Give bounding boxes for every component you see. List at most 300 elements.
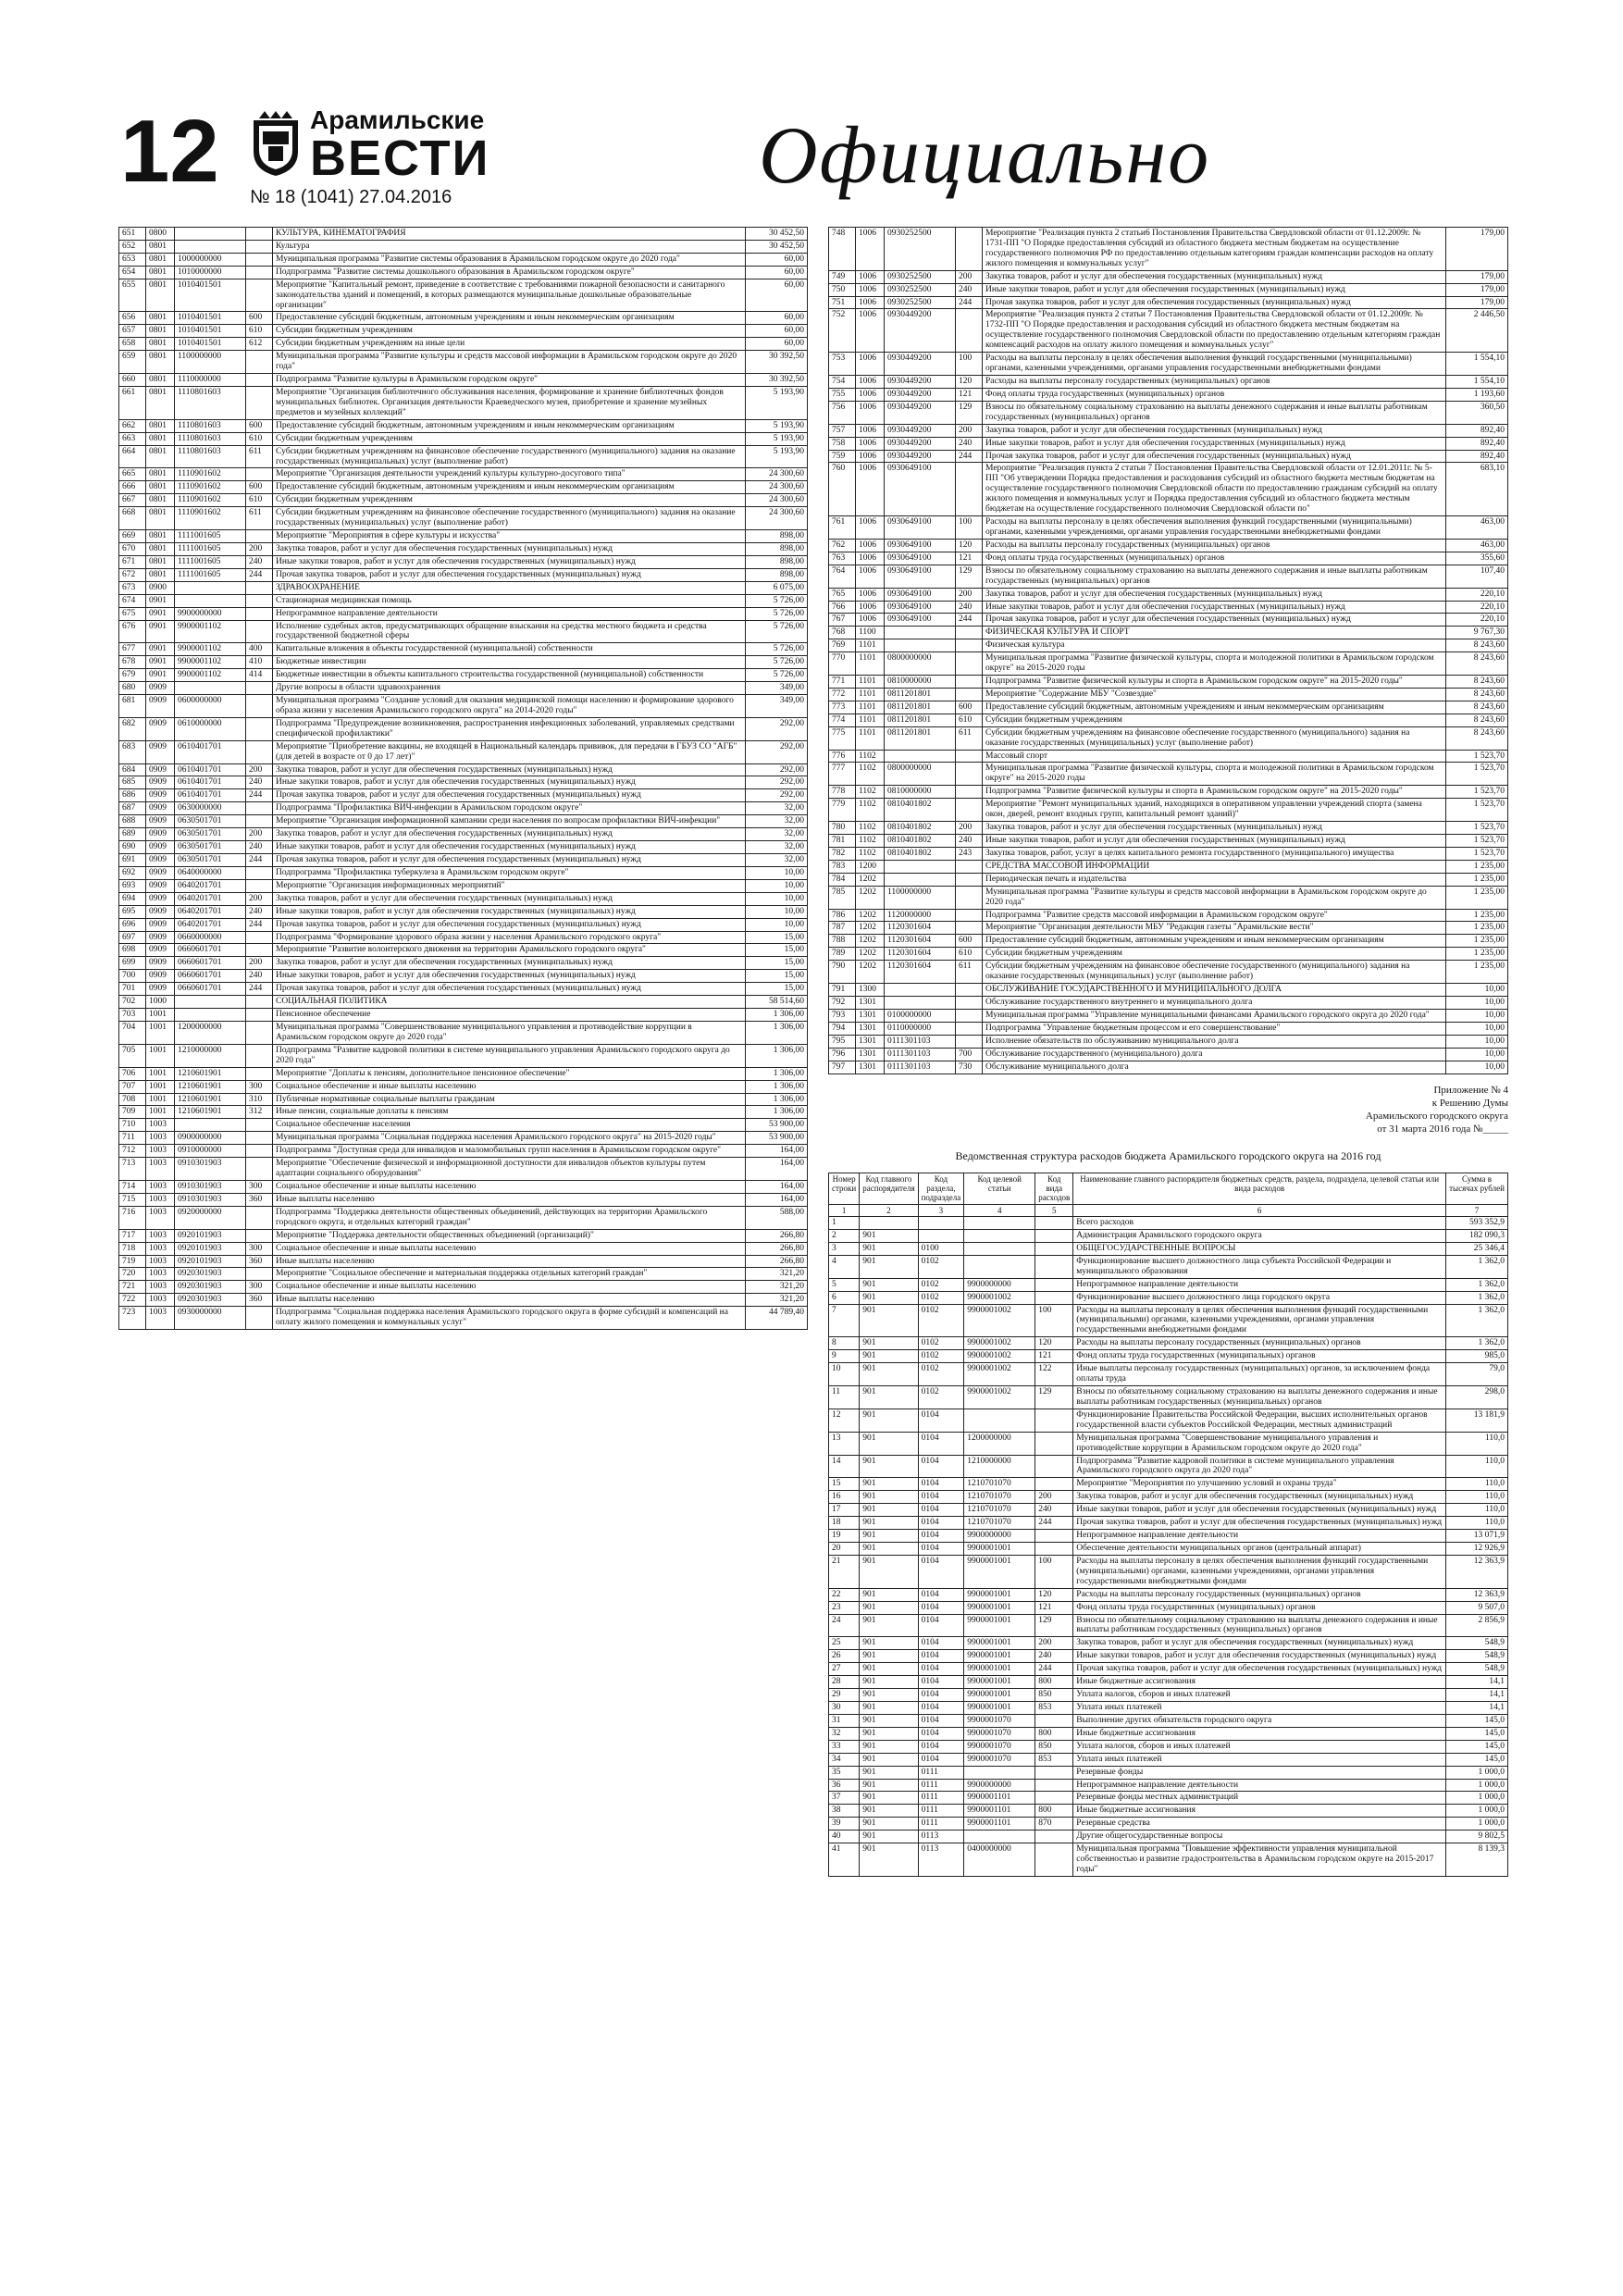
cell-sum: 1 235,00 [1446, 948, 1508, 961]
cell-sum: 548,9 [1446, 1650, 1508, 1663]
cell-no: 40 [829, 1831, 860, 1843]
cell-name: Подпрограмма "Развитие физической культуры и спорта в Арамильском городском округе" на 2015-2020 годы" [983, 676, 1446, 689]
cell-art: 1110901602 [175, 507, 246, 530]
cell-name: Закупка товаров, работ, услуг в целях капитального ремонта государственного (муниципального) имущества [983, 847, 1446, 860]
cell-name: Иные бюджетные ассигнования [1073, 1727, 1446, 1740]
cell-name: Подпрограмма "Развитие кадровой политики в системе муниципального управления Арамильского городского округа до 2020 года" [273, 1044, 746, 1067]
cell-sec: 1003 [146, 1294, 175, 1307]
cell-sec: 1003 [146, 1193, 175, 1206]
cell-no: 717 [119, 1229, 146, 1242]
cell-gr: 901 [860, 1588, 918, 1601]
cell-art: 1110801603 [175, 445, 246, 468]
cell-no: 709 [119, 1106, 146, 1119]
cell-typ [956, 1035, 983, 1048]
cell-sum: 5 726,00 [746, 607, 808, 620]
cell-sec: 1202 [856, 909, 885, 922]
cell-name: Прочая закупка товаров, работ и услуг для обеспечения государственных (муниципальных) нужд [1073, 1517, 1446, 1530]
cell-typ [246, 620, 273, 643]
cell-no: 675 [119, 607, 146, 620]
cell-sec: 0104 [918, 1588, 964, 1601]
cell-art: 0930649100 [885, 516, 956, 540]
cell-no: 26 [829, 1650, 860, 1663]
cell-name: Подпрограмма "Развитие системы дошкольного образования в Арамильском городском округе" [273, 266, 746, 279]
cell-sum: 110,0 [1446, 1455, 1508, 1478]
cell-sec: 0801 [146, 312, 175, 325]
cell-art: 0810000000 [885, 786, 956, 799]
cell-typ [246, 815, 273, 828]
newspaper-name-top: Арамильские [310, 105, 485, 134]
table-row [829, 1727, 1508, 1740]
cell-name: Подпрограмма "Развитие кадровой политики в системе муниципального управления Арамильского городского округа до 2020 года" [1073, 1455, 1446, 1478]
table-row [119, 351, 808, 374]
cell-sum: 1 235,00 [1446, 873, 1508, 886]
cell-no: 8 [829, 1337, 860, 1350]
cell-art: 1111001605 [175, 530, 246, 543]
cell-name: Закупка товаров, работ и услуг для обеспечения государственных (муниципальных) нужд [1073, 1637, 1446, 1650]
table-row [119, 669, 808, 682]
cell-no: 706 [119, 1067, 146, 1080]
cell-typ: 200 [956, 270, 983, 283]
cell-art: 1210000000 [175, 1044, 246, 1067]
cell-name: Другие вопросы в области здравоохранения [273, 682, 746, 695]
cell-name: Закупка товаров, работ и услуг для обеспечения государственных (муниципальных) нужд [273, 957, 746, 970]
cell-art: 1120301604 [885, 935, 956, 948]
cell-name: ОБСЛУЖИВАНИЕ ГОСУДАРСТВЕННОГО И МУНИЦИПАЛЬНОГО ДОЛГА [983, 984, 1446, 997]
cell-sec: 1202 [856, 961, 885, 984]
table-row [829, 463, 1508, 516]
cell-no: 658 [119, 338, 146, 351]
cell-name: Выполнение других обязательств городского округа [1073, 1714, 1446, 1727]
cell-no: 698 [119, 944, 146, 957]
cell-sum: 321,20 [746, 1281, 808, 1294]
cell-sec: 1000 [146, 996, 175, 1009]
cell-typ: 244 [1035, 1663, 1073, 1676]
cell-no: 699 [119, 957, 146, 970]
cell-sec: 1006 [856, 283, 885, 296]
cell-sec: 0104 [918, 1689, 964, 1702]
cell-gr: 901 [860, 1740, 918, 1753]
cell-name: Расходы на выплаты персоналу государственных (муниципальных) органов [1073, 1588, 1446, 1601]
cell-sum: 220,10 [1446, 614, 1508, 627]
header-number: 5 [1035, 1204, 1073, 1216]
cell-name: Расходы на выплаты персоналу государственных (муниципальных) органов [983, 539, 1446, 552]
cell-art [175, 240, 246, 253]
cell-no: 696 [119, 918, 146, 931]
cell-sum: 24 300,60 [746, 507, 808, 530]
cell-no: 674 [119, 594, 146, 607]
cell-name: Мероприятие "Содержание МБУ "Созвездие" [983, 688, 1446, 701]
table-row [119, 240, 808, 253]
cell-name: Подпрограмма "Профилактика ВИЧ-инфекции в Арамильском городском округе" [273, 802, 746, 815]
cell-art: 9900001002 [964, 1291, 1035, 1304]
cell-sec: 1006 [856, 388, 885, 401]
cell-name: Расходы на выплаты персоналу в целях обеспечения выполнения функций государственными (муниципальными) органами, казенными учреждениями, органами управления государственными внебюджетными фондами [983, 516, 1446, 540]
cell-typ [246, 228, 273, 241]
cell-typ [956, 873, 983, 886]
cell-no: 27 [829, 1663, 860, 1676]
cell-gr: 901 [860, 1614, 918, 1637]
cell-no: 751 [829, 296, 856, 309]
cell-typ: 244 [246, 983, 273, 996]
cell-typ [246, 1009, 273, 1022]
cell-typ: 600 [956, 935, 983, 948]
table-row [119, 1009, 808, 1022]
cell-no: 25 [829, 1637, 860, 1650]
table-row [829, 601, 1508, 614]
cell-no: 22 [829, 1588, 860, 1601]
table-row [119, 695, 808, 718]
cell-sum: 30 392,50 [746, 374, 808, 387]
table-row [119, 312, 808, 325]
cell-name: Публичные нормативные социальные выплаты гражданам [273, 1093, 746, 1106]
table-row [119, 581, 808, 594]
header-number: 6 [1073, 1204, 1446, 1216]
table-row [119, 656, 808, 669]
cell-sum: 2 856,9 [1446, 1614, 1508, 1637]
cell-no: 676 [119, 620, 146, 643]
cell-typ: 730 [956, 1061, 983, 1074]
cell-gr: 901 [860, 1409, 918, 1432]
cell-sec: 0909 [146, 695, 175, 718]
cell-art: 0610000000 [175, 717, 246, 740]
cell-name: Уплата иных платежей [1073, 1701, 1446, 1714]
cell-gr: 901 [860, 1291, 918, 1304]
table-row [119, 841, 808, 854]
cell-sum: 15,00 [746, 944, 808, 957]
cell-art: 1210601901 [175, 1080, 246, 1093]
cell-sum: 463,00 [1446, 539, 1508, 552]
table-row [119, 279, 808, 312]
cell-art [964, 1217, 1035, 1230]
cell-sec: 1101 [856, 688, 885, 701]
cell-gr: 901 [860, 1805, 918, 1818]
cell-name: Подпрограмма "Профилактика туберкулеза в Арамильском городском округе" [273, 866, 746, 879]
cell-name: Муниципальная программа "Создание условий для оказания медицинской помощи населению и формирование здорового образа жизни у населения Арамильского городского округа" на 2014-2020 годы" [273, 695, 746, 718]
cell-art: 0811201801 [885, 701, 956, 714]
structure-table-numbers [829, 1204, 1508, 1216]
table-row [829, 1009, 1508, 1022]
cell-no: 711 [119, 1132, 146, 1145]
cell-art [175, 594, 246, 607]
cell-typ: 853 [1035, 1753, 1073, 1766]
cell-art: 0930449200 [885, 309, 956, 353]
cell-typ [1035, 1278, 1073, 1291]
table-row [829, 1542, 1508, 1555]
cell-name: Мероприятие "Реализация пункта 2 статьи6 Постановления Правительства Свердловской области от 01.12.2009г. № 1731-ПП "О Порядке предоставления субсидий из областного бюджета местным бюджетам на осуществление государственного полномочия РФ по предоставлению отдельным категориям граждан компенсации расходов на оплату жилого помещения и коммунальных услуг" [983, 228, 1446, 271]
cell-name: Непрограммное направление деятельности [1073, 1530, 1446, 1543]
cell-sec: 0104 [918, 1676, 964, 1689]
cell-typ [1035, 1217, 1073, 1230]
cell-typ: 121 [956, 388, 983, 401]
cell-sec: 1006 [856, 565, 885, 588]
cell-sum: 8 243,60 [1446, 714, 1508, 726]
cell-sum: 44 789,40 [746, 1307, 808, 1330]
cell-no: 710 [119, 1119, 146, 1132]
cell-typ [246, 468, 273, 481]
cell-typ [246, 1229, 273, 1242]
cell-sec: 1202 [856, 922, 885, 935]
cell-typ: 600 [956, 701, 983, 714]
cell-typ: 121 [1035, 1601, 1073, 1614]
cell-typ: 610 [956, 714, 983, 726]
cell-art: 1200000000 [964, 1432, 1035, 1455]
cell-name: Обслуживание государственного (муниципального) долга [983, 1048, 1446, 1061]
cell-sec: 0104 [918, 1517, 964, 1530]
cell-typ: 300 [246, 1180, 273, 1193]
cell-sum: 164,00 [746, 1193, 808, 1206]
cell-sec: 0104 [918, 1740, 964, 1753]
cell-gr: 901 [860, 1278, 918, 1291]
cell-name: Иные закупки товаров, работ и услуг для обеспечения государственных (муниципальных) нужд [1073, 1650, 1446, 1663]
cell-no: 671 [119, 555, 146, 568]
cell-sum: 30 392,50 [746, 351, 808, 374]
cell-art [885, 997, 956, 1010]
cell-name: Муниципальная программа "Социальная поддержка населения Арамильского городского округа" на 2015-2020 годы" [273, 1132, 746, 1145]
cell-typ: 800 [1035, 1727, 1073, 1740]
cell-no: 1 [829, 1217, 860, 1230]
table-row [829, 822, 1508, 835]
cell-no: 775 [829, 726, 856, 750]
cell-no: 758 [829, 437, 856, 450]
cell-no: 765 [829, 588, 856, 601]
cell-typ: 244 [956, 450, 983, 463]
table-row [829, 688, 1508, 701]
cell-sec: 1301 [856, 1061, 885, 1074]
table-row [829, 1278, 1508, 1291]
cell-sec: 0104 [918, 1614, 964, 1637]
cell-art: 0630501701 [175, 841, 246, 854]
cell-art: 0610401701 [175, 776, 246, 789]
cell-name: Иные бюджетные ассигнования [1073, 1676, 1446, 1689]
cell-name: Субсидии бюджетным учреждениям на финансовое обеспечение государственного (муниципального) задания на оказание государственных (муниципальных) услуг (выполнение работ) [983, 961, 1446, 984]
cell-no: 3 [829, 1242, 860, 1255]
cell-sum: 8 243,60 [1446, 676, 1508, 689]
cell-art [175, 1009, 246, 1022]
cell-typ [956, 1009, 983, 1022]
table-row [829, 614, 1508, 627]
cell-no: 664 [119, 445, 146, 468]
cell-gr: 901 [860, 1363, 918, 1386]
cell-sum: 164,00 [746, 1145, 808, 1158]
cell-sec: 0801 [146, 481, 175, 494]
cell-name: Взносы по обязательному социальному страхованию на выплаты денежного содержания и иные выплаты работникам государственных (муниципальных) органов [1073, 1386, 1446, 1409]
cell-typ [246, 682, 273, 695]
cell-art: 1100000000 [885, 886, 956, 909]
cell-sec: 1006 [856, 375, 885, 388]
cell-no: 693 [119, 879, 146, 892]
cell-typ: 700 [956, 1048, 983, 1061]
cell-sum: 266,80 [746, 1255, 808, 1268]
cell-art: 0930649100 [885, 463, 956, 516]
cell-no: 665 [119, 468, 146, 481]
cell-no: 34 [829, 1753, 860, 1766]
table-row [119, 507, 808, 530]
masthead [120, 100, 1536, 239]
cell-sum: 164,00 [746, 1158, 808, 1181]
cell-typ: 414 [246, 669, 273, 682]
cell-sum: 110,0 [1446, 1504, 1508, 1517]
cell-name: Социальное обеспечение и иные выплаты населению [273, 1080, 746, 1093]
table-row [829, 1455, 1508, 1478]
cell-sec: 0102 [918, 1291, 964, 1304]
cell-gr: 901 [860, 1542, 918, 1555]
cell-name: Субсидии бюджетным учреждениям на финансовое обеспечение государственного (муниципального) задания на оказание государственных (муниципальных) услуг (выполнение работ) [273, 507, 746, 530]
cell-sec: 1003 [146, 1281, 175, 1294]
right-column [828, 227, 1508, 1877]
cell-name: Фонд оплаты труда государственных (муниципальных) органов [983, 552, 1446, 565]
cell-sum: 1 000,0 [1446, 1805, 1508, 1818]
cell-art: 0660601701 [175, 957, 246, 970]
table-row [829, 763, 1508, 786]
cell-art: 9900001001 [964, 1689, 1035, 1702]
cell-no: 667 [119, 494, 146, 507]
cell-no: 707 [119, 1080, 146, 1093]
cell-no: 792 [829, 997, 856, 1010]
cell-name: Функционирование высшего должностного лица субъекта Российской Федерации и муниципального образования [1073, 1255, 1446, 1278]
cell-art: 0920101903 [175, 1229, 246, 1242]
cell-typ: 410 [246, 656, 273, 669]
cell-name: Иные закупки товаров, работ и услуг для обеспечения государственных (муниципальных) нужд [273, 555, 746, 568]
cell-sec: 0102 [918, 1304, 964, 1337]
cell-sec: 0801 [146, 568, 175, 581]
cell-name: Прочая закупка товаров, работ и услуг для обеспечения государственных (муниципальных) нужд [273, 983, 746, 996]
cell-art: 0930252500 [885, 296, 956, 309]
cell-sec: 0113 [918, 1831, 964, 1843]
cell-sec: 1006 [856, 437, 885, 450]
table-row [119, 931, 808, 944]
cell-typ [956, 750, 983, 763]
cell-typ [1035, 1779, 1073, 1792]
table-row [119, 740, 808, 763]
cell-typ: 300 [246, 1281, 273, 1294]
cell-sum: 292,00 [746, 717, 808, 740]
cell-art [964, 1242, 1035, 1255]
cell-art: 0660601701 [175, 970, 246, 983]
cell-typ: 850 [1035, 1740, 1073, 1753]
cell-sec: 1102 [856, 750, 885, 763]
cell-sum: 8 243,60 [1446, 701, 1508, 714]
cell-art: 9900000000 [964, 1278, 1035, 1291]
cell-name: Резервные средства [1073, 1818, 1446, 1831]
cell-name: Муниципальная программа "Развитие культуры и средств массовой информации в Арамильском городском округе до 2020 года" [273, 351, 746, 374]
cell-art: 9900001102 [175, 656, 246, 669]
cell-sum: 1 000,0 [1446, 1792, 1508, 1805]
table-row [119, 594, 808, 607]
cell-art: 9900001070 [964, 1753, 1035, 1766]
cell-art: 0111301103 [885, 1035, 956, 1048]
cell-art [885, 860, 956, 873]
table-row [829, 948, 1508, 961]
cell-sum: 30 452,50 [746, 228, 808, 241]
cell-sec: 0801 [146, 325, 175, 338]
cell-name: Периодическая печать и издательства [983, 873, 1446, 886]
cell-art: 1000000000 [175, 253, 246, 266]
cell-name: Предоставление субсидий бюджетным, автономным учреждениям и иным некоммерческим организациям [273, 419, 746, 432]
cell-name: Резервные фонды [1073, 1766, 1446, 1779]
cell-typ: 600 [246, 419, 273, 432]
cell-sum: 1 523,70 [1446, 835, 1508, 848]
table-row [829, 1242, 1508, 1255]
cell-typ: 600 [246, 312, 273, 325]
cell-art: 1110801603 [175, 432, 246, 445]
table-row [119, 1229, 808, 1242]
table-row [829, 860, 1508, 873]
cell-sum: 15,00 [746, 983, 808, 996]
cell-sec: 1003 [146, 1206, 175, 1229]
cell-no: 791 [829, 984, 856, 997]
cell-art: 1010000000 [175, 266, 246, 279]
cell-sum: 9 802,5 [1446, 1831, 1508, 1843]
cell-sum: 15,00 [746, 957, 808, 970]
structure-table-header [829, 1173, 1508, 1204]
cell-name: Подпрограмма "Предупреждение возникновения, распространения инфекционных заболеваний, управляемых средствами специфической профилактики" [273, 717, 746, 740]
cell-no: 789 [829, 948, 856, 961]
cell-typ: 129 [1035, 1386, 1073, 1409]
cell-sum: 349,00 [746, 682, 808, 695]
cell-sum: 1 000,0 [1446, 1779, 1508, 1792]
cell-sum: 5 726,00 [746, 669, 808, 682]
table-row [829, 1689, 1508, 1702]
cell-sum: 292,00 [746, 740, 808, 763]
cell-sec: 0104 [918, 1650, 964, 1663]
cell-name: Расходы на выплаты персоналу в целях обеспечения выполнения функций государственными (муниципальными) органами, казенными учреждениями, органами управления государственными внебюджетными фондами [1073, 1304, 1446, 1337]
cell-sum: 60,00 [746, 253, 808, 266]
cell-sum: 1 523,70 [1446, 763, 1508, 786]
cell-no: 703 [119, 1009, 146, 1022]
cell-name: ФИЗИЧЕСКАЯ КУЛЬТУРА И СПОРТ [983, 627, 1446, 639]
cell-sec: 1006 [856, 309, 885, 353]
table-row [119, 815, 808, 828]
cell-typ: 100 [1035, 1555, 1073, 1588]
cell-no: 655 [119, 279, 146, 312]
cell-sum: 10,00 [746, 866, 808, 879]
table-row [829, 1022, 1508, 1035]
cell-typ: 200 [246, 828, 273, 841]
cell-typ: 611 [246, 507, 273, 530]
cell-sec: 0909 [146, 841, 175, 854]
cell-no: 762 [829, 539, 856, 552]
cell-typ: 240 [956, 835, 983, 848]
cell-art [885, 750, 956, 763]
cell-sec: 0102 [918, 1337, 964, 1350]
cell-art: 0400000000 [964, 1843, 1035, 1877]
cell-art [175, 996, 246, 1009]
cell-no: 713 [119, 1158, 146, 1181]
cell-no: 33 [829, 1740, 860, 1753]
cell-sec: 0100 [918, 1242, 964, 1255]
cell-sec: 0104 [918, 1542, 964, 1555]
cell-no: 651 [119, 228, 146, 241]
cell-name: Субсидии бюджетным учреждениям на финансовое обеспечение государственного (муниципального) задания на оказание государственных (муниципальных) услуг (выполнение работ) [983, 726, 1446, 750]
cell-sec: 0104 [918, 1701, 964, 1714]
cell-sec: 1301 [856, 1048, 885, 1061]
cell-sum: 1 235,00 [1446, 922, 1508, 935]
cell-sec: 0801 [146, 338, 175, 351]
table-row [829, 588, 1508, 601]
cell-sec: 1301 [856, 1009, 885, 1022]
cell-no: 715 [119, 1193, 146, 1206]
cell-typ [1035, 1766, 1073, 1779]
cell-no: 790 [829, 961, 856, 984]
cell-sum: 5 193,90 [746, 445, 808, 468]
cell-name: Прочая закупка товаров, работ и услуг для обеспечения государственных (муниципальных) нужд [983, 296, 1446, 309]
cell-art [885, 873, 956, 886]
table-row [829, 639, 1508, 652]
cell-gr: 901 [860, 1727, 918, 1740]
cell-typ: 244 [246, 789, 273, 802]
cell-name: Субсидии бюджетным учреждениям [983, 948, 1446, 961]
table-row [119, 1294, 808, 1307]
